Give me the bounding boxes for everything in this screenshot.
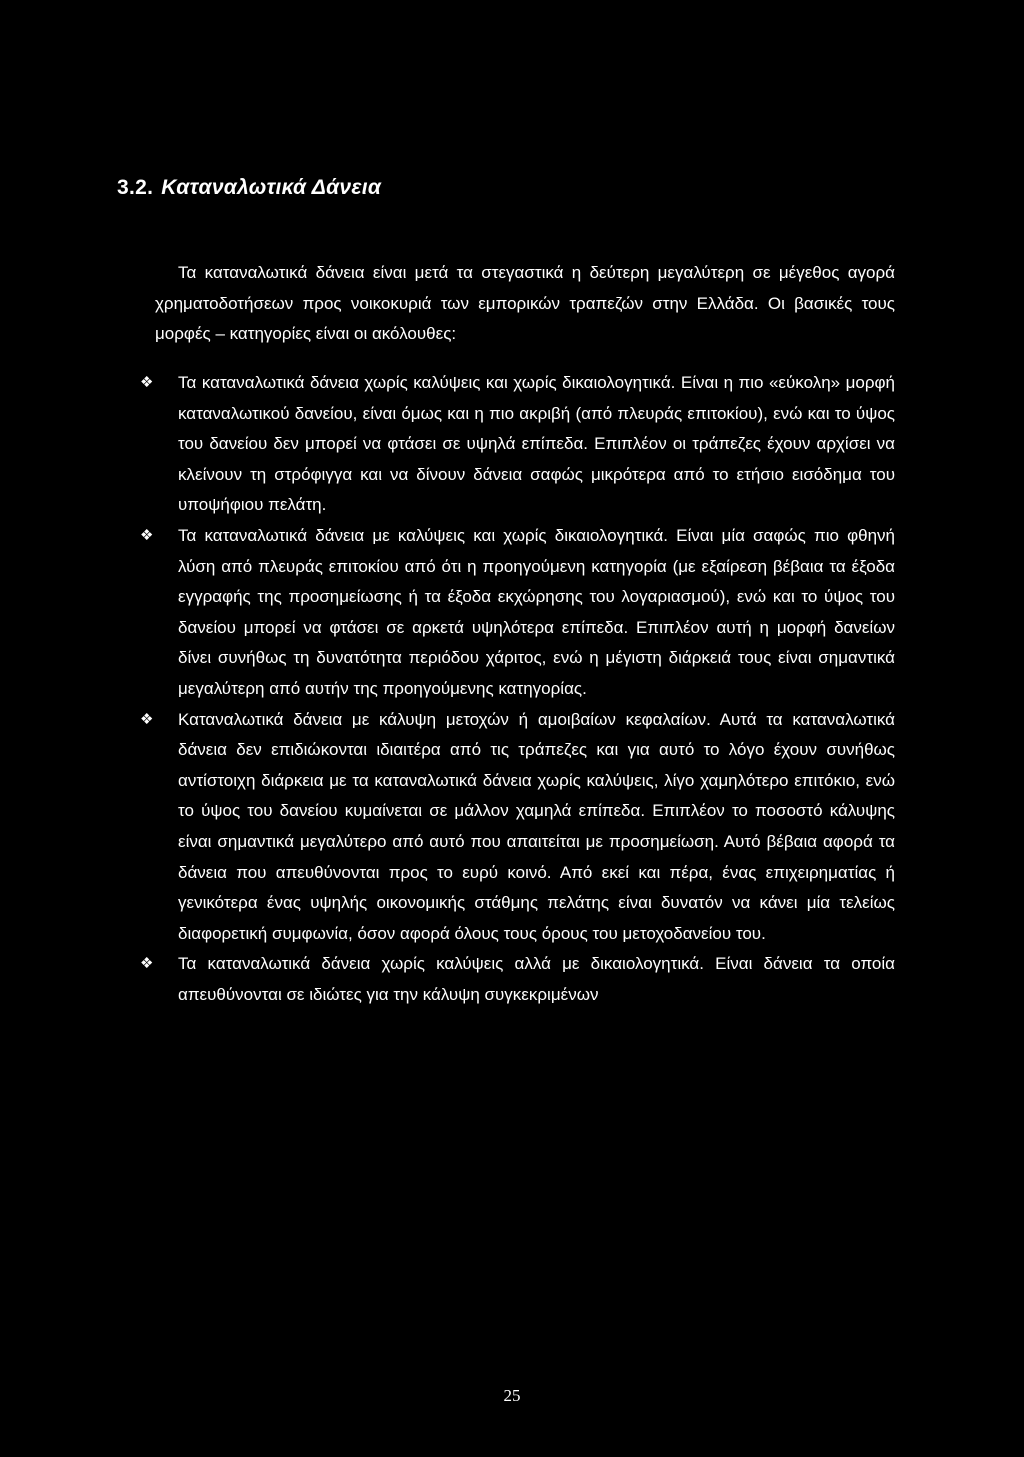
list-item [140, 368, 895, 521]
list-item-text: Τα καταναλωτικά δάνεια χωρίς καλύψεις και χωρίς δικαιολογητικά. Είναι η πιο «εύκολη» μορφή καταναλωτικού δανείου, είναι όμως και η πιο ακριβή (από πλευράς επιτοκίου), ενώ και το ύψος του δανείου δεν μπορεί να φτάσει σε υψηλά επίπεδα. Επιπλέον οι τράπεζες έχουν αρχίσει να κλείνουν τη στρόφιγγα και να δίνουν δάνεια σαφώς μικρότερα από το ετήσιο εισόδημα του υποψήφιου πελάτη. [178, 373, 895, 515]
diamond-bullet-icon: ❖ [140, 955, 154, 973]
page-number: 25 [503, 1386, 521, 1405]
loan-types-list [140, 368, 895, 1010]
list-item-text: Τα καταναλωτικά δάνεια με καλύψεις και χωρίς δικαιολογητικά. Είναι μία σαφώς πιο φθηνή λύση από πλευράς επιτοκίου από ότι η προηγούμενη κατηγορία (με εξαίρεση βέβαια τα έξοδα εγγραφής της προσημείωσης ή τα έξοδα εκχώρησης του λογαριασμού), ενώ και το ύψος του δανείου μπορεί να φτάσει σε αρκετά υψηλότερα επίπεδα. Επιπλέον αυτή η μορφή δανείων δίνει συνήθως τη δυνατότητα περιόδου χάριτος, ενώ η μέγιστη διάρκειά τους είναι σημαντικά μεγαλύτερη από αυτήν της προηγούμενης κατηγορίας. [178, 525, 895, 698]
list-item [140, 949, 895, 1010]
list-item-text: Καταναλωτικά δάνεια με κάλυψη μετοχών ή αμοιβαίων κεφαλαίων. Αυτά τα καταναλωτικά δάνεια δεν επιδιώκονται ιδιαιτέρα από τις τράπεζες και για αυτό το λόγο έχουν συνήθως αντίστοιχη διάρκεια με τα καταναλωτικά δάνεια χωρίς καλύψεις, λίγο χαμηλότερο επιτόκιο, ενώ το ύψος του δανείου κυμαίνεται σε μάλλον χαμηλά επίπεδα. Επιπλέον το ποσοστό κάλυψης είναι σημαντικά μεγαλύτερο από αυτό που απαιτείται με προσημείωση. Αυτό βέβαια αφορά τα δάνεια που απευθύνονται προς το ευρύ κοινό. Από εκεί και πέρα, ένας επιχειρηματίας ή γενικότερα ένας υψηλής οικονομικής στάθμης πελάτης είναι δυνατόν να κάνει μία τελείως διαφορετική συμφωνία, όσον αφορά όλους τους όρους του μετοχοδανείου του. [178, 709, 895, 943]
intro-paragraph [155, 258, 895, 350]
diamond-bullet-icon: ❖ [140, 374, 154, 391]
intro-text: Τα καταναλωτικά δάνεια είναι μετά τα στεγαστικά η δεύτερη μεγαλύτερη σε μέγεθος αγορά χρηματοδοτήσεων προς νοικοκυριά των εμπορικών τραπεζών στην Ελλάδα. Οι βασικές τους μορφές – κατηγορίες είναι οι ακόλουθες: [155, 263, 895, 344]
list-item [140, 705, 895, 950]
section-number: 3.2. [117, 176, 154, 199]
list-item [140, 521, 895, 705]
section-heading [117, 176, 381, 200]
diamond-bullet-icon: ❖ [140, 710, 154, 728]
list-item-text: Τα καταναλωτικά δάνεια χωρίς καλύψεις αλλά με δικαιολογητικά. Είναι δάνεια τα οποία απευθύνονται σε ιδιώτες για την κάλυψη συγκεκριμένων [178, 954, 895, 1004]
diamond-bullet-icon: ❖ [140, 526, 154, 544]
section-title: Καταναλωτικά Δάνεια [161, 176, 382, 199]
